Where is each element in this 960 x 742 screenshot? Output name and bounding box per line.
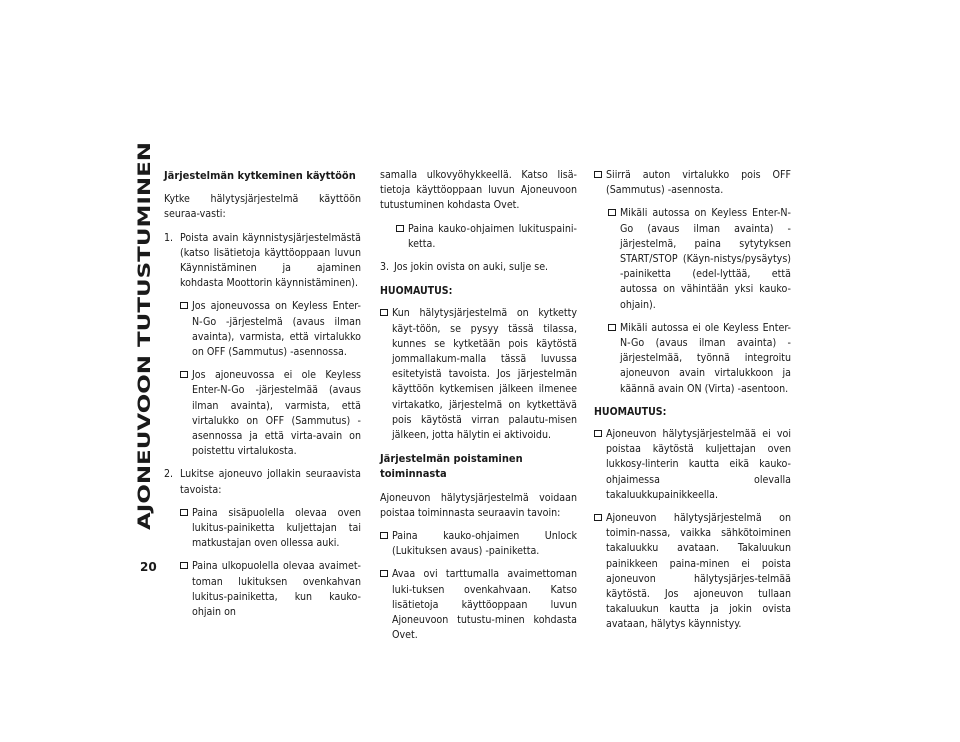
section-title — [133, 140, 155, 530]
section-title-text: AJONEUVOON TUTUSTUMINEN — [135, 242, 155, 530]
column-1 — [164, 168, 361, 628]
checkbox-bullet-icon — [594, 430, 602, 437]
step-1 — [164, 231, 361, 292]
bullet-item — [180, 506, 361, 552]
sub-bullet-item — [608, 206, 791, 312]
checkbox-bullet-icon — [608, 209, 616, 216]
continued-text: samalla ulkovyöhykkeellä. Katso lisä-tietoja käyttöoppaan luvun Ajoneuvoon tutustuminen kohdasta Ovet. — [380, 169, 577, 212]
step-text: Poista avain käynnistysjärjestelmästä (katso lisätietoja käyttöoppaan luvun Käynnistäminen ja ajaminen kohdasta Moottorin käynnistäminen). — [180, 231, 361, 290]
bullet-text: Ajoneuvon hälytysjärjestelmää ei voi poistaa käytöstä kuljettajan oven lukkosy-linterin kautta eikä kauko-ohjaimessa olevalla takaluukkupainikkeella. — [606, 428, 791, 501]
step-number: 1. — [164, 231, 174, 244]
page-number: 20 — [140, 560, 157, 574]
checkbox-bullet-icon — [180, 371, 188, 378]
bullet-text: Mikäli autossa on Keyless Enter-N-Go (avaus ilman avainta) -järjestelmä, paina sytytyksen START/STOP (Käyn-nistys/pysäytys) -painiketta (edel-lyttää, että autossa on vähintään yksi kauko-ohjain). — [620, 207, 791, 311]
bullet-text: Avaa ovi tarttumalla avaimettoman luki-tuksen ovenkahvaan. Katso lisätietoja käyttöoppaan luvun Ajoneuvoon tutustu-minen kohdasta Ovet. — [392, 568, 577, 642]
bullet-item — [396, 222, 577, 252]
checkbox-bullet-icon — [180, 509, 188, 516]
note-label: HUOMAUTUS: — [380, 285, 453, 298]
step-text: Jos jokin ovista on auki, sulje se. — [394, 261, 549, 274]
bullet-item — [380, 567, 577, 643]
bullet-item — [594, 427, 791, 503]
sub-bullet-item — [608, 321, 791, 397]
bullet-text: Jos ajoneuvossa ei ole Keyless Enter-N-Go -järjestelmää (avaus ilman avainta), varmista, että virtalukko on OFF (Sammutus) -asennossa ja että virta-avain on poistettu virtalukosta. — [192, 369, 361, 458]
step-2 — [164, 467, 361, 497]
checkbox-bullet-icon — [594, 171, 602, 178]
checkbox-bullet-icon — [396, 225, 404, 232]
step-3 — [380, 260, 577, 275]
bullet-text: Jos ajoneuvossa on Keyless Enter-N-Go -järjestelmä (avaus ilman avainta), varmista, että virtalukko on OFF (Sammutus) -asennossa. — [192, 300, 361, 359]
bullet-text: Paina sisäpuolella olevaa oven lukitus-painiketta kuljettajan tai matkustajan oven ollessa auki. — [192, 506, 361, 550]
bullet-text: Mikäli autossa ei ole Keyless Enter-N-Go (avaus ilman avainta) -järjestelmää, työnnä integroitu ajoneuvon avain virtalukkoon ja käännä avain ON (Virta) -asentoon. — [620, 321, 791, 395]
bullet-item — [180, 368, 361, 459]
step-text: Lukitse ajoneuvo jollakin seuraavista tavoista: — [180, 468, 361, 496]
bullet-item — [380, 529, 577, 559]
heading-arming: Järjestelmän kytkeminen käyttöön — [164, 169, 356, 182]
bullet-item — [180, 299, 361, 360]
heading-disarming: Järjestelmän poistaminen toiminnasta — [380, 452, 523, 481]
checkbox-bullet-icon — [594, 514, 602, 521]
bullet-text: Paina kauko-ohjaimen lukituspaini-ketta. — [408, 222, 577, 250]
note-label: HUOMAUTUS: — [594, 405, 667, 418]
step-number: 3. — [380, 261, 390, 274]
checkbox-bullet-icon — [180, 562, 188, 569]
column-2 — [380, 168, 577, 651]
intro-text: Kytke hälytysjärjestelmä käyttöön seuraa-vasti: — [164, 193, 361, 221]
bullet-item — [180, 559, 361, 620]
bullet-item — [380, 306, 577, 443]
bullet-text: Kun hälytysjärjestelmä on kytketty käyt-töön, se pysyy tässä tilassa, kunnes se kytketään pois käytöstä jommallakum-malla tässä luvussa esitetyistä tavoista. Jos järjestelmän käyttöön kytkemisen jälkeen ilmenee virtakatko, järjestelmä on kytkettävä pois käytöstä virran palautu-misen jälkeen, jotta hälytin ei aktivoidu. — [392, 307, 577, 442]
bullet-text: Siirrä auton virtalukko pois OFF (Sammutus) -asennosta. — [606, 169, 791, 197]
checkbox-bullet-icon — [380, 309, 388, 316]
checkbox-bullet-icon — [380, 570, 388, 577]
checkbox-bullet-icon — [608, 324, 616, 331]
bullet-text: Paina ulkopuolella olevaa avaimet-toman lukituksen ovenkahvan lukitus-painiketta, kun kauko-ohjain on — [192, 560, 361, 619]
bullet-text: Ajoneuvon hälytysjärjestelmä on toimin-nassa, vaikka sähkötoiminen takaluukku avataan. Takaluukun painikkeen paina-minen ei poista ajoneuvon hälytysjärjes-telmää käytöstä. Jos ajoneuvon tullaan takaluukun kautta ja jokin ovista avataan, hälytys käynnistyy. — [606, 512, 791, 631]
intro-text: Ajoneuvon hälytysjärjestelmä voidaan poistaa toiminnasta seuraavin tavoin: — [380, 491, 577, 519]
bullet-item — [594, 168, 791, 198]
step-number: 2. — [164, 468, 174, 481]
checkbox-bullet-icon — [380, 532, 388, 539]
bullet-text: Paina kauko-ohjaimen Unlock (Lukituksen avaus) -painiketta. — [392, 530, 577, 558]
checkbox-bullet-icon — [180, 302, 188, 309]
column-3 — [594, 168, 791, 641]
bullet-item — [594, 511, 791, 633]
